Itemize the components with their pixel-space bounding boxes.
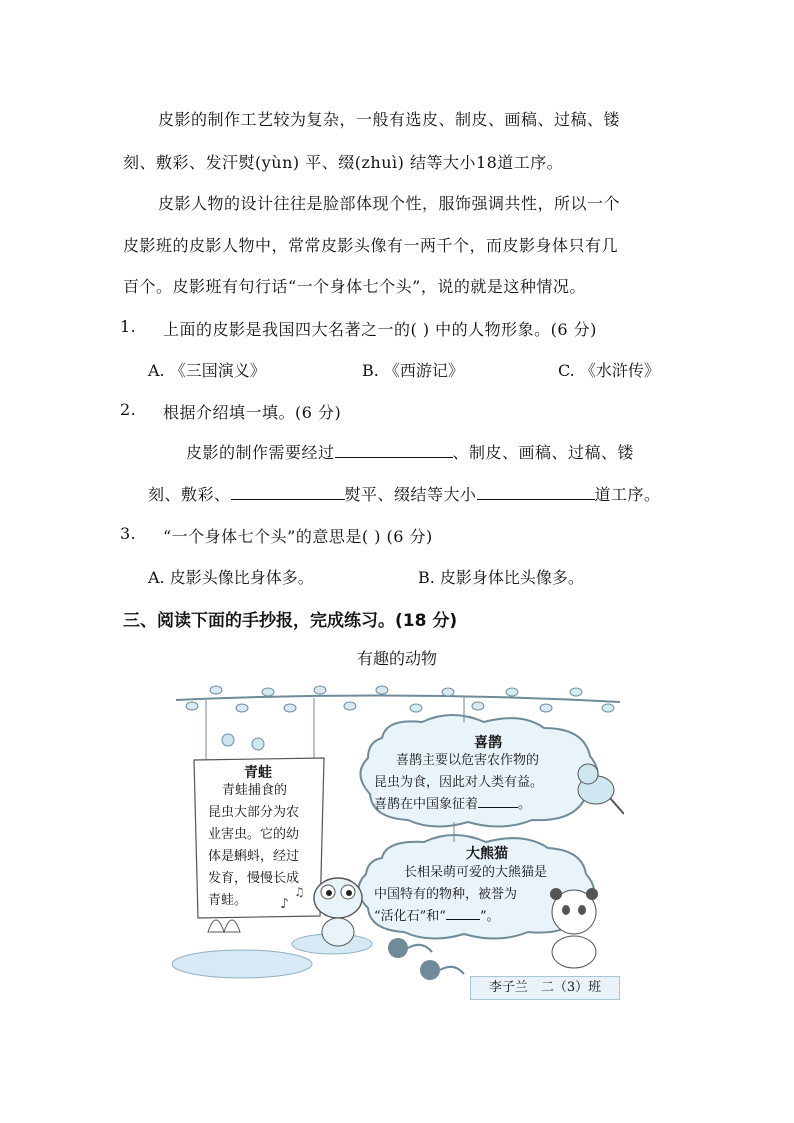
q2-line2-a: 刻、敷彩、	[148, 485, 231, 504]
passage-p1-line1: 皮影的制作工艺较为复杂，一般有选皮、制皮、画稿、过稿、镂	[158, 110, 621, 129]
q1-option-c: C. 《水浒传》	[558, 361, 660, 380]
panda-line-3	[374, 906, 500, 927]
passage-p2-line1: 皮影人物的设计往往是脸部体现个性，服饰强调共性，所以一个	[158, 194, 621, 213]
q2-blank-1[interactable]	[335, 443, 453, 458]
q2-line2	[148, 482, 661, 505]
q1-text: 上面的皮影是我国四大名著之一的( ) 中的人物形象。(6 分)	[163, 320, 597, 339]
magpie-title: 喜鹊	[474, 735, 502, 751]
magpie-line-1: 喜鹊主要以危害农作物的	[396, 753, 540, 768]
panda-blank[interactable]	[446, 909, 480, 920]
magpie-line-3-text: 喜鹊在中国象征着	[374, 797, 479, 812]
poster-title: 有趣的动物	[356, 649, 437, 668]
magpie-blank[interactable]	[478, 797, 518, 808]
q2-line2-c: 道工序。	[594, 485, 661, 504]
q2-line1-a: 皮影的制作需要经过	[186, 443, 335, 462]
q3-number: 3.	[120, 524, 137, 543]
passage-p2-line2: 皮影班的皮影人物中，常常皮影头像有一两千个，而皮影身体只有几	[123, 236, 619, 255]
poster-signature: 李子兰 二（3）班	[470, 976, 620, 1000]
q2-line1	[186, 440, 634, 463]
panda-line-3-a: “活化石”和“	[374, 909, 446, 924]
q1-option-b: B. 《西游记》	[362, 361, 464, 380]
q3-text: “一个身体七个头”的意思是( ) (6 分)	[163, 527, 433, 546]
frog-line-4: 体是蝌蚪，经过	[208, 849, 300, 864]
magpie-end: 。	[518, 797, 532, 812]
panda-line-1: 长相呆萌可爱的大熊猫是	[404, 865, 548, 880]
frog-line-2: 昆虫大部分为农	[208, 805, 300, 820]
frog-title: 青蛙	[244, 765, 272, 781]
passage-p1-line2: 刻、敷彩、发汗熨(yùn) 平、缀(zhuì) 结等大小18道工序。	[123, 153, 564, 172]
frog-line-3: 业害虫。它的幼	[208, 827, 300, 842]
frog-line-5: 发育，慢慢长成	[208, 871, 300, 886]
q2-number: 2.	[120, 400, 137, 419]
q2-blank-3[interactable]	[477, 485, 595, 500]
panda-title: 大熊猫	[466, 846, 508, 862]
magpie-line-3	[374, 794, 531, 815]
section3-heading: 三、阅读下面的手抄报，完成练习。(18 分)	[123, 611, 458, 631]
q2-blank-2[interactable]	[231, 485, 345, 500]
q2-text: 根据介绍填一填。(6 分)	[163, 403, 342, 422]
panda-line-2: 中国特有的物种，被誉为	[374, 887, 518, 902]
svg-text:♪: ♪	[280, 896, 289, 912]
q1-number: 1.	[120, 317, 137, 336]
magpie-line-2: 昆虫为食，因此对人类有益。	[374, 775, 544, 790]
q2-line2-b: 熨平、缀结等大小	[344, 485, 477, 504]
q3-option-b: B. 皮影身体比头像多。	[418, 568, 584, 587]
panda-line-3-b: ”。	[479, 909, 500, 924]
frog-line-1: 青蛙捕食的	[222, 783, 288, 798]
q3-option-a: A. 皮影头像比身体多。	[148, 568, 314, 587]
passage-p2-line3: 百个。皮影班有句行话“一个身体七个头”，说的就是这种情况。	[123, 277, 586, 296]
frog-line-6: 青蛙。	[208, 893, 248, 908]
q2-line1-b: 、制皮、画稿、过稿、镂	[452, 443, 635, 462]
q1-option-a: A. 《三国演义》	[148, 361, 266, 380]
svg-text:♫: ♫	[294, 885, 305, 899]
